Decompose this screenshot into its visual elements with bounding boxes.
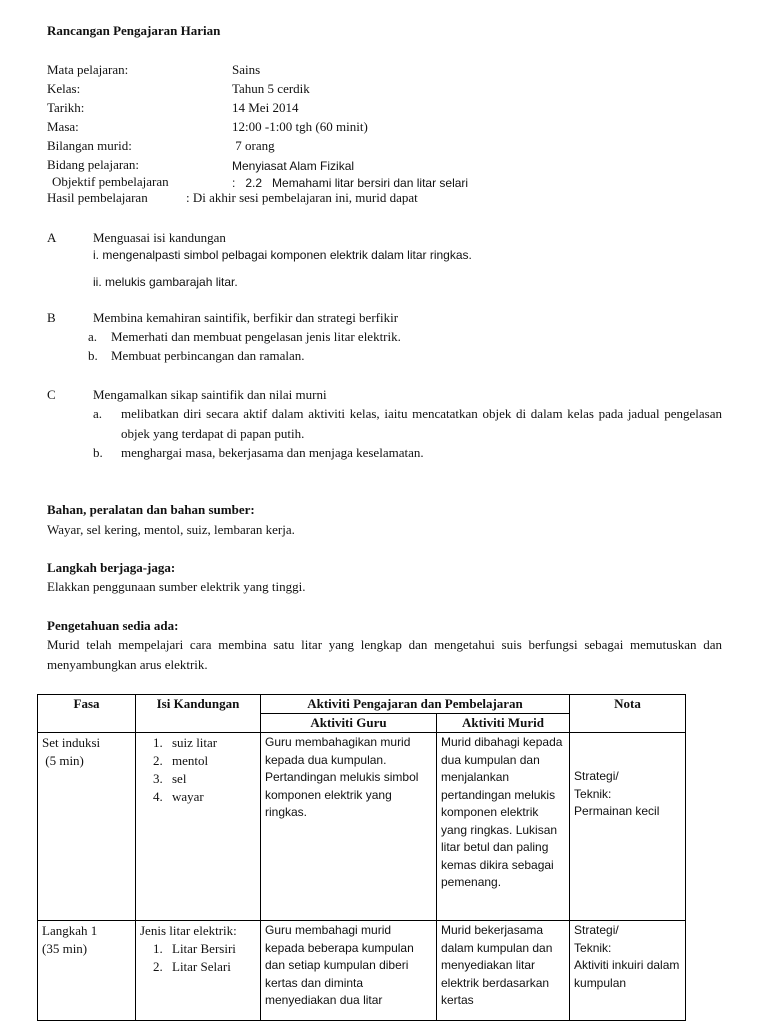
outcome-label: Hasil pembelajaran — [47, 190, 148, 205]
section-letter: A — [47, 230, 57, 245]
item-marker: a. — [93, 406, 103, 421]
header-guru: Aktiviti Guru — [261, 714, 437, 733]
section-heading: Menguasai isi kandungan — [93, 230, 226, 245]
info-label-class: Kelas: — [47, 81, 81, 96]
nota-line: Teknik: — [574, 940, 612, 955]
nota-line: Strategi/ — [574, 923, 619, 937]
prior-knowledge-heading: Pengetahuan sedia ada: — [47, 618, 179, 633]
section-heading: Mengamalkan sikap saintifik dan nilai murni — [93, 387, 327, 402]
info-label-students: Bilangan murid: — [47, 138, 132, 153]
cell-fasa — [38, 733, 136, 921]
nota-line: Permainan kecil — [574, 804, 660, 818]
content-list — [140, 940, 256, 976]
cell-fasa — [38, 921, 136, 1021]
lesson-plan-table — [37, 694, 686, 1021]
list-item: 2. Litar Selari — [166, 958, 256, 976]
list-item: 1. Litar Bersiri — [166, 940, 256, 958]
cell-isi — [136, 921, 261, 1021]
content-intro: Jenis litar elektrik: — [140, 923, 237, 938]
info-label-subject: Mata pelajaran: — [47, 62, 129, 77]
item-marker: b. — [93, 445, 103, 460]
item-marker: a. — [88, 329, 98, 344]
cell-isi — [136, 733, 261, 921]
fasa-name: Langkah 1 — [42, 923, 98, 938]
list-item: 2. mentol — [166, 752, 256, 770]
content-list — [140, 734, 256, 806]
nota-line: Aktiviti inkuiri dalam kumpulan — [574, 958, 680, 990]
objective-value: : 2.2 Memahami litar bersiri dan litar selari — [232, 176, 469, 190]
info-value-students: 7 orang — [232, 138, 275, 153]
nota-line: Teknik: — [574, 786, 612, 801]
section-item: melibatkan diri secara aktif dalam aktiviti kelas, iaitu mencatatkan objek di dalam kelas pada jadual pengelasan objek yang terdapat di papan putih. — [121, 406, 722, 441]
nota-line: Strategi/ — [574, 769, 619, 783]
section-item: Memerhati dan membuat pengelasan jenis litar elektrik. — [111, 329, 401, 344]
info-value-field: Menyiasat Alam Fizikal — [232, 159, 355, 173]
info-label-date: Tarikh: — [47, 100, 85, 115]
info-value-class: Tahun 5 cerdik — [232, 81, 310, 96]
cell-nota — [570, 921, 686, 1021]
section-letter: B — [47, 310, 56, 325]
precautions-text: Elakkan penggunaan sumber elektrik yang tinggi. — [47, 579, 306, 594]
table-row — [38, 921, 686, 1021]
header-nota: Nota — [570, 695, 686, 733]
cell-guru: Guru membahagikan murid kepada dua kumpulan. Pertandingan melukis simbol komponen elektrik yang ringkas. — [261, 733, 437, 921]
fasa-duration: (35 min) — [42, 941, 88, 956]
cell-murid: Murid bekerjasama dalam kumpulan dan menyediakan litar elektrik berdasarkan kertas — [437, 921, 570, 1021]
info-label-time: Masa: — [47, 119, 79, 134]
section-letter: C — [47, 387, 56, 402]
cell-murid: Murid dibahagi kepada dua kumpulan dan menjalankan pertandingan melukis komponen elektrik yang ringkas. Lukisan litar betul dan paling kemas dikira sebagai pemenang. — [437, 733, 570, 921]
section-item: i. mengenalpasti simbol pelbagai komponen elektrik dalam litar ringkas. — [93, 248, 472, 262]
section-item: menghargai masa, bekerjasama dan menjaga keselamatan. — [121, 445, 424, 460]
header-murid: Aktiviti Murid — [437, 714, 570, 733]
info-value-date: 14 Mei 2014 — [232, 100, 299, 115]
list-item: 3. sel — [166, 770, 256, 788]
materials-text: Wayar, sel kering, mentol, suiz, lembaran kerja. — [47, 522, 295, 537]
header-aktiviti: Aktiviti Pengajaran dan Pembelajaran — [261, 695, 570, 714]
table-header-row — [38, 695, 686, 714]
list-item: 1. suiz litar — [166, 734, 256, 752]
materials-heading: Bahan, peralatan dan bahan sumber: — [47, 502, 255, 517]
header-isi: Isi Kandungan — [136, 695, 261, 733]
section-item: ii. melukis gambarajah litar. — [93, 275, 238, 289]
page-title: Rancangan Pengajaran Harian — [47, 23, 221, 38]
info-label-field: Bidang pelajaran: — [47, 157, 140, 172]
outcome-value: : Di akhir sesi pembelajaran ini, murid dapat — [186, 190, 418, 205]
info-value-subject: Sains — [232, 62, 261, 77]
fasa-duration: (5 min) — [42, 753, 84, 768]
precautions-heading: Langkah berjaga-jaga: — [47, 560, 176, 575]
item-marker: b. — [88, 348, 98, 363]
prior-knowledge-text: Murid telah mempelajari cara membina satu litar yang lengkap dan mengetahui suis berfungsi sebagai memutuskan dan menyambungkan arus elektrik. — [47, 637, 722, 672]
list-item: 4. wayar — [166, 788, 256, 806]
table-row — [38, 733, 686, 921]
header-fasa: Fasa — [38, 695, 136, 733]
info-value-time: 12:00 -1:00 tgh (60 minit) — [232, 119, 368, 134]
fasa-name: Set induksi — [42, 735, 101, 750]
objective-label: Objektif pembelajaran — [52, 174, 169, 189]
section-item: Membuat perbincangan dan ramalan. — [111, 348, 305, 363]
cell-nota — [570, 733, 686, 921]
cell-guru: Guru membahagi murid kepada beberapa kumpulan dan setiap kumpulan diberi kertas dan diminta menyediakan dua litar — [261, 921, 437, 1021]
section-heading: Membina kemahiran saintifik, berfikir dan strategi berfikir — [93, 310, 399, 325]
